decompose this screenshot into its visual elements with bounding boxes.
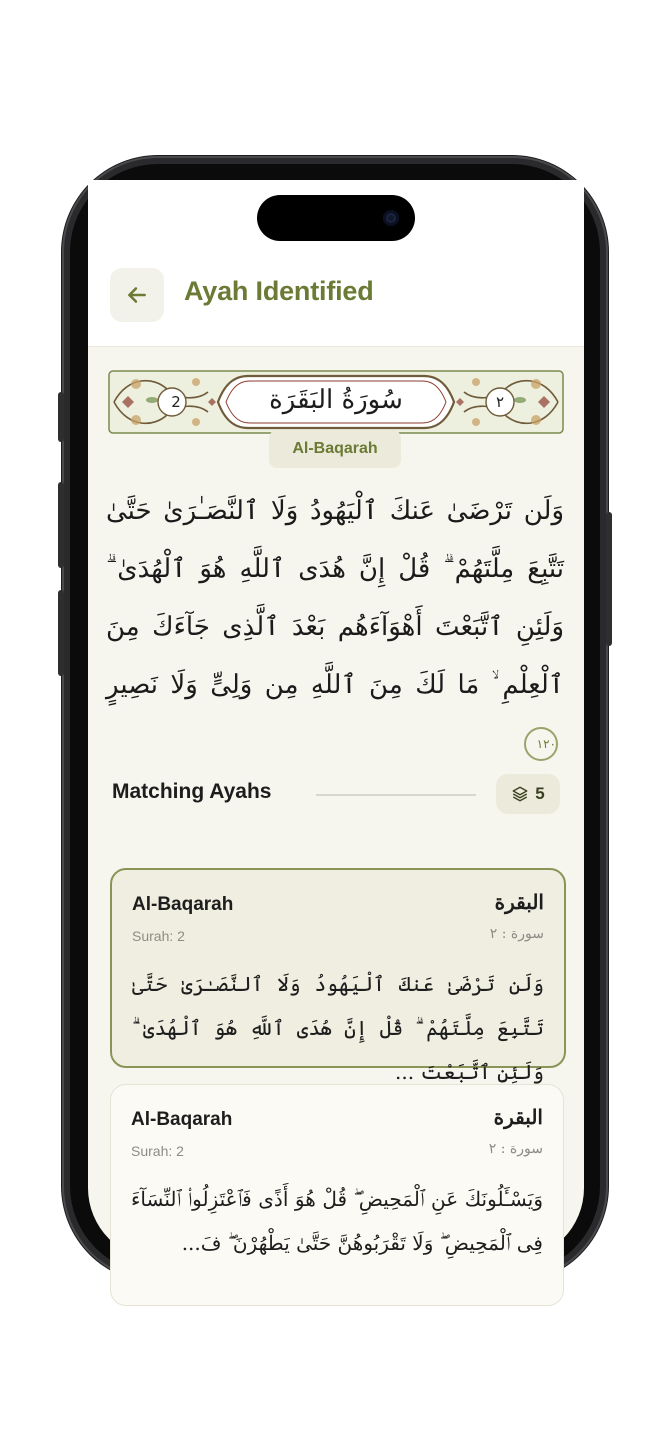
match-surah-number: Surah: 2 bbox=[132, 928, 185, 944]
volume-down-button bbox=[58, 590, 64, 676]
ayah-text: وَلَن تَرْضَىٰ عَنكَ ٱلْيَهُودُ وَلَا ٱلنَّصَـٰرَىٰ حَتَّىٰ تَتَّبِعَ مِلَّتَهُمْ ۗ قُلْ إِنَّ هُدَى ٱللَّهِ هُوَ ٱلْهُدَىٰ ۗ وَلَئِنِ ٱتَّبَعْتَ أَهْوَآءَهُم بَعْدَ ٱلَّذِى جَآءَكَ مِنَ ٱلْعِلْمِ ۙ مَا لَكَ مِنَ ٱللَّهِ مِن وَلِىٍّ وَلَا نَصِيرٍ bbox=[106, 496, 564, 700]
surah-number: 2 bbox=[171, 393, 181, 411]
surah-name-chip: Al-Baqarah bbox=[269, 430, 401, 468]
match-surah-english: Al-Baqarah bbox=[132, 894, 234, 915]
match-card[interactable] bbox=[110, 1084, 564, 1306]
match-ayah-preview: وَيَسْـَٔلُونَكَ عَنِ ٱلْمَحِيضِ ۖ قُلْ هُوَ أَذًى فَٱعْتَزِلُوا۟ ٱلنِّسَآءَ فِى ٱلْمَحِيضِ ۖ وَلَا تَقْرَبُوهُنَّ حَتَّىٰ يَطْهُرْنَ ۖ فَ... bbox=[131, 1187, 543, 1255]
app-screen bbox=[88, 180, 584, 1260]
match-count: 5 bbox=[535, 784, 545, 803]
identified-ayah-text bbox=[106, 482, 564, 772]
mute-switch bbox=[58, 392, 64, 442]
match-count-badge bbox=[496, 774, 560, 814]
ayah-number-marker: ١٢٠ bbox=[524, 727, 558, 761]
camera-icon bbox=[383, 210, 399, 226]
match-surah-number: Surah: 2 bbox=[131, 1143, 184, 1159]
back-button[interactable] bbox=[110, 268, 164, 322]
match-ayah-preview: وَلَن تَرْضَىٰ عَنكَ ٱلْيَهُودُ وَلَا ٱلنَّصَـٰرَىٰ حَتَّىٰ تَتَّبِعَ مِلَّتَهُمْ ۗ قُلْ إِنَّ هُدَى ٱللَّهِ هُوَ ٱلْهُدَىٰ ۗ وَلَئِنِ ٱتَّبَعْتَ ... bbox=[132, 972, 544, 1084]
page-title: Ayah Identified bbox=[184, 276, 374, 306]
power-button bbox=[606, 512, 612, 646]
match-surah-english: Al-Baqarah bbox=[131, 1109, 233, 1130]
divider bbox=[316, 794, 476, 796]
volume-up-button bbox=[58, 482, 64, 568]
surah-number-arabic: ٢ bbox=[495, 393, 505, 411]
match-card[interactable] bbox=[110, 868, 566, 1084]
matching-ayahs-header bbox=[112, 774, 560, 814]
match-surah-number-arabic: سورة : ٢ bbox=[489, 926, 544, 942]
match-surah-arabic: البقرة bbox=[493, 1105, 543, 1129]
layers-icon bbox=[511, 785, 529, 803]
arrow-left-icon bbox=[124, 282, 150, 308]
match-surah-arabic: البقرة bbox=[494, 890, 544, 914]
dynamic-island bbox=[257, 195, 415, 241]
match-surah-number-arabic: سورة : ٢ bbox=[488, 1141, 543, 1157]
surah-banner bbox=[108, 370, 564, 434]
section-title: Matching Ayahs bbox=[112, 780, 272, 803]
surah-name-arabic: سُورَةُ البَقَرَة bbox=[269, 385, 403, 415]
